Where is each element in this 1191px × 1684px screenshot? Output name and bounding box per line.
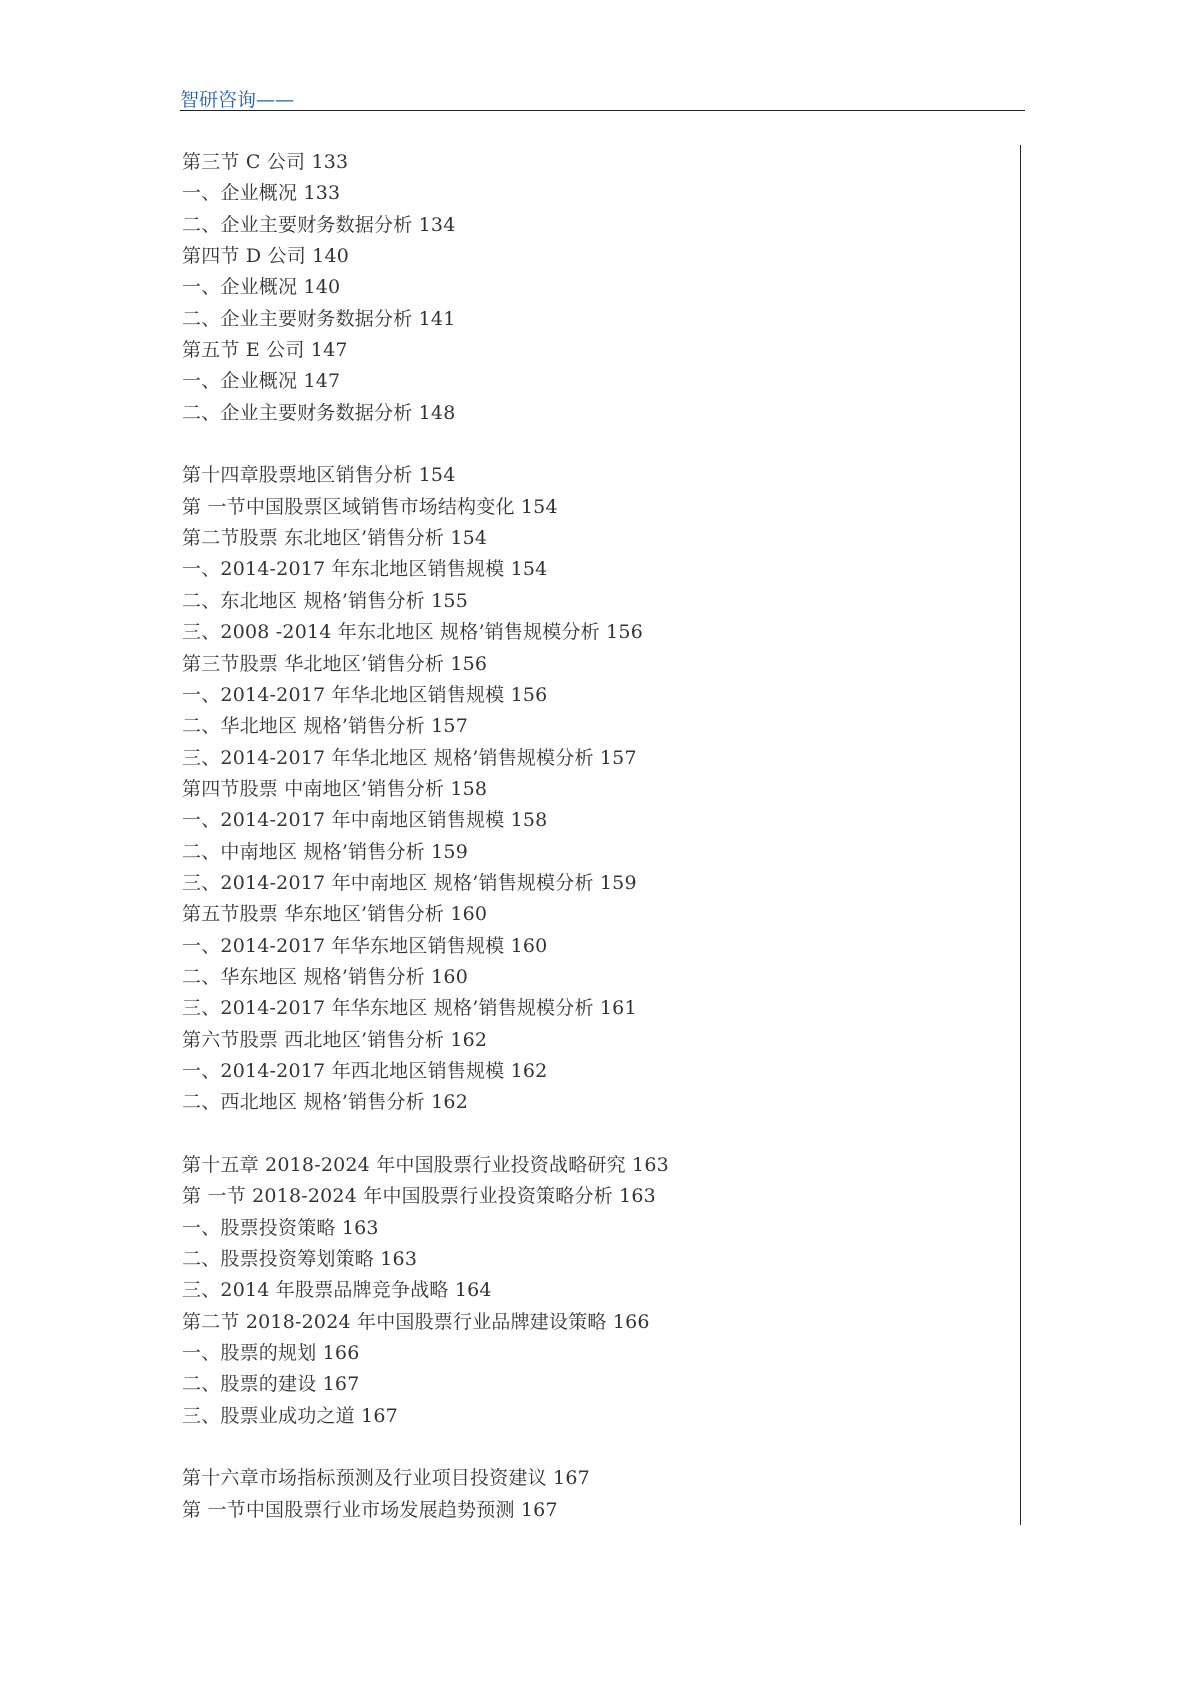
toc-entry: 第十六章市场指标预测及行业项目投资建议 167 bbox=[182, 1467, 590, 1490]
toc-entry: 一、股票投资策略 163 bbox=[182, 1216, 379, 1239]
toc-entry: 二、企业主要财务数据分析 134 bbox=[182, 213, 456, 236]
toc-entry: 三、2008 -2014 年东北地区 规格’销售规模分析 156 bbox=[182, 621, 643, 644]
table-of-contents bbox=[182, 147, 669, 1526]
header-brand: 智研咨询—— bbox=[180, 89, 295, 111]
toc-entry: 第十四章股票地区销售分析 154 bbox=[182, 464, 456, 487]
toc-entry: 第三节 C 公司 133 bbox=[182, 151, 349, 173]
toc-entry: 二、东北地区 规格’销售分析 155 bbox=[182, 589, 468, 612]
right-margin-rule bbox=[1020, 145, 1021, 1525]
toc-entry: 一、股票的规划 166 bbox=[182, 1342, 360, 1365]
toc-entry: 第四节 D 公司 140 bbox=[182, 245, 350, 268]
toc-entry: 第六节股票 西北地区’销售分析 162 bbox=[182, 1028, 488, 1051]
toc-entry: 二、企业主要财务数据分析 148 bbox=[182, 401, 456, 424]
toc-spacer bbox=[182, 1119, 669, 1150]
toc-entry: 一、2014-2017 年华北地区销售规模 156 bbox=[182, 683, 548, 706]
toc-entry: 三、2014-2017 年华北地区 规格’销售规模分析 157 bbox=[182, 746, 637, 769]
toc-entry: 二、股票投资筹划策略 163 bbox=[182, 1248, 418, 1271]
header-divider bbox=[180, 110, 1025, 111]
toc-spacer bbox=[182, 429, 669, 460]
toc-entry: 第 一节 2018-2024 年中国股票行业投资策略分析 163 bbox=[182, 1185, 656, 1208]
toc-entry: 二、股票的建设 167 bbox=[182, 1373, 360, 1396]
toc-entry: 二、中南地区 规格’销售分析 159 bbox=[182, 840, 468, 863]
toc-entry: 一、企业概况 133 bbox=[182, 182, 341, 205]
toc-entry: 第二节股票 东北地区’销售分析 154 bbox=[182, 527, 488, 550]
toc-entry: 一、企业概况 140 bbox=[182, 276, 341, 299]
toc-entry: 一、企业概况 147 bbox=[182, 370, 341, 393]
toc-entry: 第三节股票 华北地区’销售分析 156 bbox=[182, 652, 488, 675]
toc-entry: 三、2014-2017 年华东地区 规格’销售规模分析 161 bbox=[182, 997, 637, 1020]
toc-entry: 第十五章 2018-2024 年中国股票行业投资战略研究 163 bbox=[182, 1154, 669, 1176]
toc-entry: 二、企业主要财务数据分析 141 bbox=[182, 307, 456, 330]
toc-entry: 一、2014-2017 年华东地区销售规模 160 bbox=[182, 934, 548, 957]
toc-entry: 一、2014-2017 年西北地区销售规模 162 bbox=[182, 1059, 548, 1082]
toc-entry: 第二节 2018-2024 年中国股票行业品牌建设策略 166 bbox=[182, 1310, 650, 1333]
toc-entry: 三、2014-2017 年中南地区 规格’销售规模分析 159 bbox=[182, 871, 637, 894]
toc-entry: 三、股票业成功之道 167 bbox=[182, 1404, 398, 1427]
toc-spacer bbox=[182, 1432, 669, 1463]
toc-entry: 第四节股票 中南地区’销售分析 158 bbox=[182, 777, 488, 800]
toc-entry: 第五节股票 华东地区’销售分析 160 bbox=[182, 903, 488, 926]
toc-entry: 三、2014 年股票品牌竞争战略 164 bbox=[182, 1279, 492, 1302]
toc-entry: 一、2014-2017 年东北地区销售规模 154 bbox=[182, 558, 548, 581]
toc-entry: 二、华北地区 规格’销售分析 157 bbox=[182, 715, 468, 738]
toc-entry: 第五节 E 公司 147 bbox=[182, 339, 348, 362]
toc-entry: 第 一节中国股票行业市场发展趋势预测 167 bbox=[182, 1498, 558, 1521]
toc-entry: 二、华东地区 规格’销售分析 160 bbox=[182, 965, 468, 988]
toc-entry: 第 一节中国股票区域销售市场结构变化 154 bbox=[182, 495, 558, 518]
toc-entry: 一、2014-2017 年中南地区销售规模 158 bbox=[182, 809, 548, 832]
toc-entry: 二、西北地区 规格’销售分析 162 bbox=[182, 1091, 468, 1114]
